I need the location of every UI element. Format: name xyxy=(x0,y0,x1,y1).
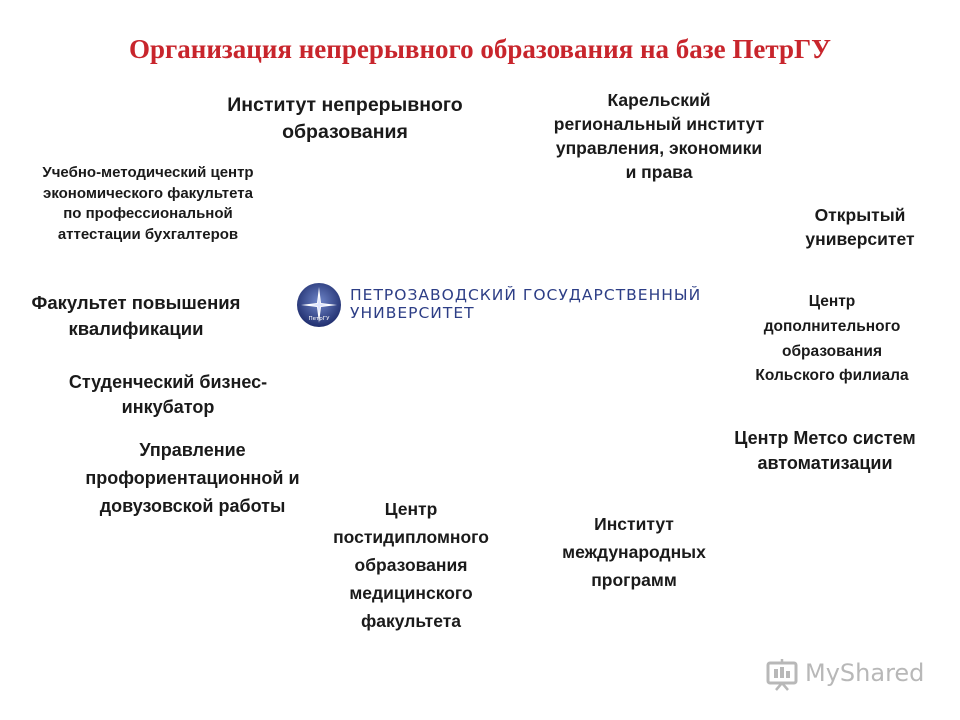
text-line: управления, экономики xyxy=(555,138,763,159)
text-line: постидипломного xyxy=(333,527,489,547)
watermark-text: MyShared xyxy=(805,659,925,687)
text-line: Центр Метсо систем xyxy=(734,428,916,448)
text-line: аттестации бухгалтеров xyxy=(57,226,239,244)
text-line: Открытый xyxy=(814,205,906,225)
logo-line-2: УНИВЕРСИТЕТ xyxy=(350,304,475,322)
emblem-label: ПетрГУ xyxy=(308,316,330,322)
institute-continuous-education xyxy=(195,92,495,146)
text-line: университет xyxy=(805,229,915,250)
text-line: факультета xyxy=(360,611,462,631)
qualification-faculty xyxy=(6,290,266,341)
text-line: экономического факультета xyxy=(43,184,253,202)
text-line: Институт xyxy=(594,514,674,534)
text-line: автоматизации xyxy=(757,452,893,473)
text-line: образования xyxy=(282,120,408,143)
karelian-regional-institute xyxy=(520,88,798,185)
text-line: дополнительного xyxy=(763,317,901,335)
text-line: медицинского xyxy=(349,583,473,603)
text-line: квалификации xyxy=(68,317,204,339)
text-line: образования xyxy=(354,555,468,575)
text-line: международных xyxy=(562,542,706,562)
text-line: профориентационной и xyxy=(85,467,300,488)
myshared-watermark xyxy=(765,655,935,695)
open-university xyxy=(770,203,950,251)
text-line: довузовской работы xyxy=(99,495,286,516)
text-line: программ xyxy=(591,570,677,590)
text-line: и права xyxy=(625,162,693,183)
text-line: инкубатор xyxy=(121,396,215,417)
international-programs-institute xyxy=(528,510,740,594)
postgraduate-medical-center xyxy=(305,495,517,635)
metso-center xyxy=(705,426,945,476)
page-title: Организация непрерывного образования на базе ПетрГУ xyxy=(129,34,831,64)
presentation-board-icon xyxy=(765,657,799,691)
methodical-center xyxy=(8,163,288,246)
text-line: Институт непрерывного xyxy=(227,94,463,116)
text-line: региональный институт xyxy=(553,114,765,135)
text-line: Факультет повышения xyxy=(31,292,241,313)
logo-line-1: ПЕТРОЗАВОДСКИЙ ГОСУДАРСТВЕННЫЙ xyxy=(350,286,702,304)
star-emblem-icon xyxy=(296,282,342,328)
university-logo xyxy=(296,282,716,328)
text-line: образования xyxy=(782,342,882,360)
career-guidance-department xyxy=(55,437,330,521)
text-line: Центр xyxy=(808,293,856,310)
text-line: Учебно-методический центр xyxy=(42,164,254,181)
logo-text xyxy=(350,286,710,322)
text-line: по профессиональной xyxy=(63,205,233,223)
text-line: Центр xyxy=(384,499,438,519)
text-line: Управление xyxy=(139,440,246,460)
business-incubator xyxy=(38,370,298,420)
text-line: Студенческий бизнес- xyxy=(68,372,268,392)
text-line: Карельский xyxy=(607,90,711,110)
kola-branch-center xyxy=(732,290,932,389)
text-line: Кольского филиала xyxy=(755,367,909,385)
